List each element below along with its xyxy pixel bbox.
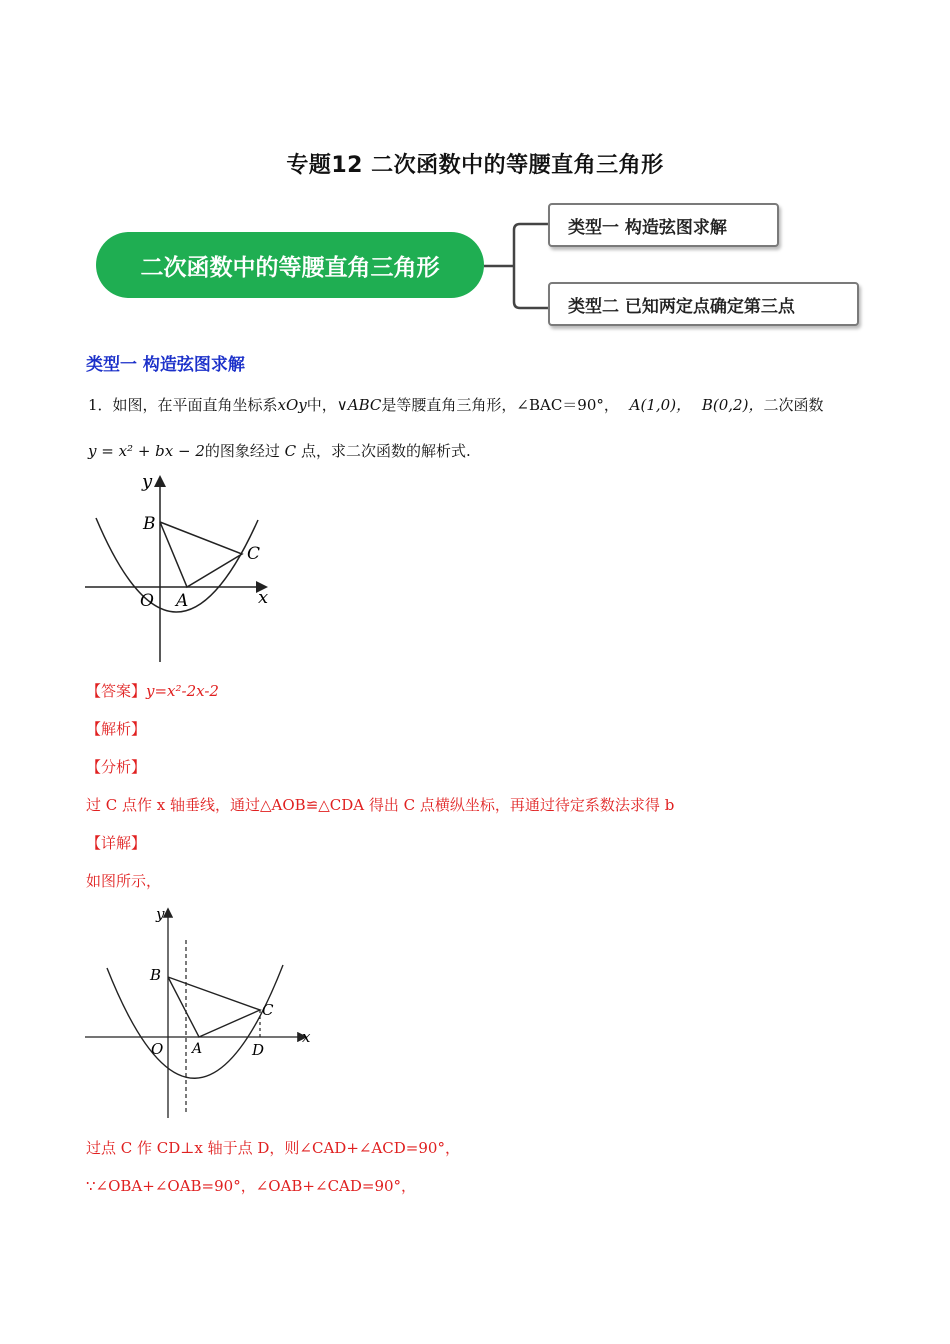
mindmap-branch-2: 类型二 已知两定点确定第三点 (548, 282, 859, 326)
label-b: B (150, 966, 162, 984)
label-b: B (143, 514, 156, 534)
triangle-abc (160, 522, 242, 587)
point-a: A(1,0)， (629, 396, 692, 414)
problem-text: 点，求二次函数的解析式. (300, 442, 471, 460)
figure-1 (80, 470, 280, 670)
label-a: A (192, 1041, 203, 1057)
triangle-abc (168, 977, 260, 1037)
problem-text: 的图象经过 (204, 442, 280, 460)
mindmap-root: 二次函数中的等腰直角三角形 (96, 232, 484, 298)
step-1: 过点 C 作 CD⊥x 轴于点 D，则∠CAD+∠ACD=90°， (86, 1139, 460, 1157)
label-c: C (262, 1001, 274, 1019)
page-title: 专题12 二次函数中的等腰直角三角形 (286, 153, 664, 178)
problem-text: 是等腰直角三角形，∠BAC＝90°， (381, 396, 619, 414)
label-y: y (142, 471, 153, 492)
mindmap-branch-1: 类型一 构造弦图求解 (548, 203, 779, 247)
analysis-tag: 【解析】 (86, 720, 147, 738)
label-x: x (258, 587, 269, 608)
label-a: A (176, 591, 189, 611)
figure-2 (80, 900, 320, 1125)
parabola (107, 965, 283, 1078)
problem-text: 1．如图，在平面直角坐标系 (88, 396, 278, 414)
detail-tag: 【详解】 (86, 834, 147, 852)
section-heading: 类型一 构造弦图求解 (86, 355, 245, 375)
step-2: ∵∠OBA+∠OAB=90°，∠OAB+∠CAD=90°， (86, 1177, 417, 1195)
label-x: x (302, 1028, 311, 1046)
problem-text: 二次函数 (763, 396, 824, 414)
problem-line-1 (88, 394, 823, 416)
detail-intro: 如图所示， (86, 872, 162, 890)
problem-equation: y = x² + bx − 2 (88, 442, 205, 460)
problem-line-2 (88, 440, 471, 462)
answer-value: y=x²-2x-2 (146, 682, 219, 700)
answer-line (86, 680, 219, 702)
label-o: O (140, 591, 154, 611)
label-c: C (247, 544, 261, 564)
problem-point-c: C (284, 442, 297, 460)
label-y: y (156, 905, 165, 923)
answer-tag: 【答案】 (86, 682, 147, 700)
label-d: D (252, 1041, 265, 1059)
fenxi-tag: 【分析】 (86, 758, 147, 776)
problem-xoy: xOy (277, 396, 307, 414)
point-b: B(0,2)， (701, 396, 764, 414)
problem-triangle: ∨ABC (336, 396, 382, 414)
fenxi-text: 过 C 点作 x 轴垂线，通过△AOB≌△CDA 得出 C 点横纵坐标，再通过待定系数法求得 b (86, 796, 675, 814)
label-o: O (151, 1040, 164, 1058)
problem-text: 中， (306, 396, 337, 414)
